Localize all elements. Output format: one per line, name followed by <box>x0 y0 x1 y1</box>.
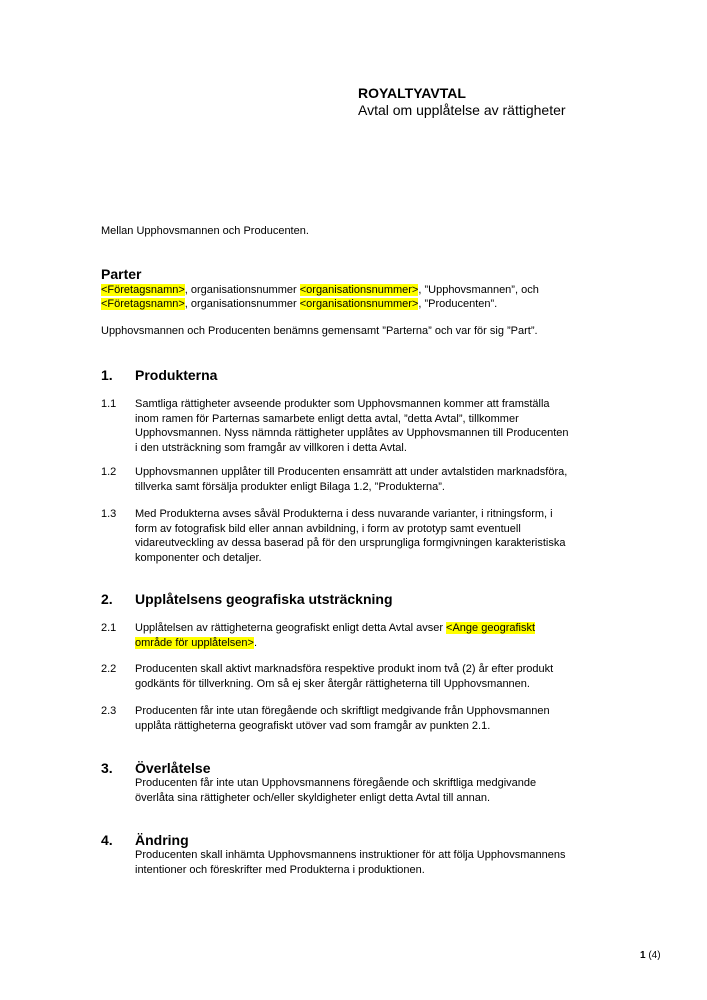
clause-1-2-number: 1.2 <box>101 466 117 478</box>
section-2-title: Upplåtelsens geografiska utsträckning <box>135 591 393 607</box>
page-number: 1 (4) <box>640 950 661 961</box>
clause-2-3-number: 2.3 <box>101 705 117 717</box>
section-1-number: 1. <box>101 367 113 383</box>
clause-2-1-text: Upplåtelsen av rättigheterna geografiskt enligt detta Avtal avser <Ange geografiskt område för upplåtelsen>. <box>135 622 536 649</box>
clause-1-2-text: Upphovsmannen upplåter till Producenten ensamrätt att under avtalstiden marknadsföra, tillverka samt försälja produkter enligt Bilaga 1.2, ”Produkterna”. <box>135 466 568 493</box>
section-4-title: Ändring <box>135 832 189 848</box>
section-1-title: Produkterna <box>135 367 218 383</box>
section-2-number: 2. <box>101 591 113 607</box>
org-number-placeholder[interactable]: <organisationsnummer> <box>299 284 419 296</box>
clause-2-1-number: 2.1 <box>101 622 117 634</box>
geographic-area-placeholder-continued[interactable]: område för upplåtelsen> <box>135 636 254 649</box>
clause-1-3-number: 1.3 <box>101 508 117 520</box>
org-number-placeholder[interactable]: <organisationsnummer> <box>299 298 419 310</box>
party-line-producer: <Företagsnamn>, organisationsnummer <organisationsnummer>, ”Producenten”. <box>101 298 498 310</box>
clause-2-2-text: Producenten skall aktivt marknadsföra respektive produkt inom två (2) år efter produkt godkänts för tillverkning. Om så ej sker återgår rättigheterna till Upphovsmannen. <box>135 663 554 690</box>
section-4-number: 4. <box>101 832 113 848</box>
geographic-area-placeholder[interactable]: <Ange geografiskt <box>446 622 536 634</box>
parter-heading: Parter <box>101 266 142 282</box>
clause-1-1-text: Samtliga rättigheter avseende produkter som Upphovsmannen kommer att framställa inom ramen för Parternas samarbete enligt detta avtal, ”detta Avtal”, tillkommer Upphovsmannen. Nyss nämnda rättigheter upplåtes av Upphovsmannen till Producenten i den utsträckning som framgår av villkoren i detta Avtal. <box>135 398 569 454</box>
section-3-number: 3. <box>101 760 113 776</box>
clause-1-3-text: Med Produkterna avses såväl Produkterna i dess nuvarande varianter, i ritningsform, i form av fotografisk bild eller annan avbildning, i form av prototyp samt eventuell vidareutveckling av dessa baserad på för den ursprungliga formgivningen karakteristiska komponenter och detaljer. <box>135 508 566 564</box>
company-name-placeholder[interactable]: <Företagsnamn> <box>101 298 185 310</box>
section-3-text: Producenten får inte utan Upphovsmannens föregående och skriftliga medgivande överlåta sina rättigheter och/eller skyldigheter enligt detta Avtal till annan. <box>135 777 537 804</box>
intro-text: Mellan Upphovsmannen och Producenten. <box>101 225 309 237</box>
clause-2-3-text: Producenten får inte utan föregående och skriftligt medgivande från Upphovsmannen upplåta rättigheterna geografiskt utöver vad som framgår av punkten 2.1. <box>135 705 550 732</box>
section-3-title: Överlåtelse <box>135 760 211 776</box>
section-4-text: Producenten skall inhämta Upphovsmannens instruktioner för att följa Upphovsmannens intentioner och föreskrifter med Produkterna i produktionen. <box>135 849 566 876</box>
clause-2-2-number: 2.2 <box>101 663 117 675</box>
company-name-placeholder[interactable]: <Företagsnamn> <box>101 284 185 296</box>
parties-collective-text: Upphovsmannen och Producenten benämns gemensamt ”Parterna” och var för sig ”Part”. <box>101 325 538 337</box>
party-line-author: <Företagsnamn>, organisationsnummer <organisationsnummer>, ”Upphovsmannen”, och <box>101 284 539 296</box>
document-subtitle: Avtal om upplåtelse av rättigheter <box>358 102 566 118</box>
clause-1-1-number: 1.1 <box>101 398 117 410</box>
document-title: ROYALTYAVTAL <box>358 85 466 101</box>
